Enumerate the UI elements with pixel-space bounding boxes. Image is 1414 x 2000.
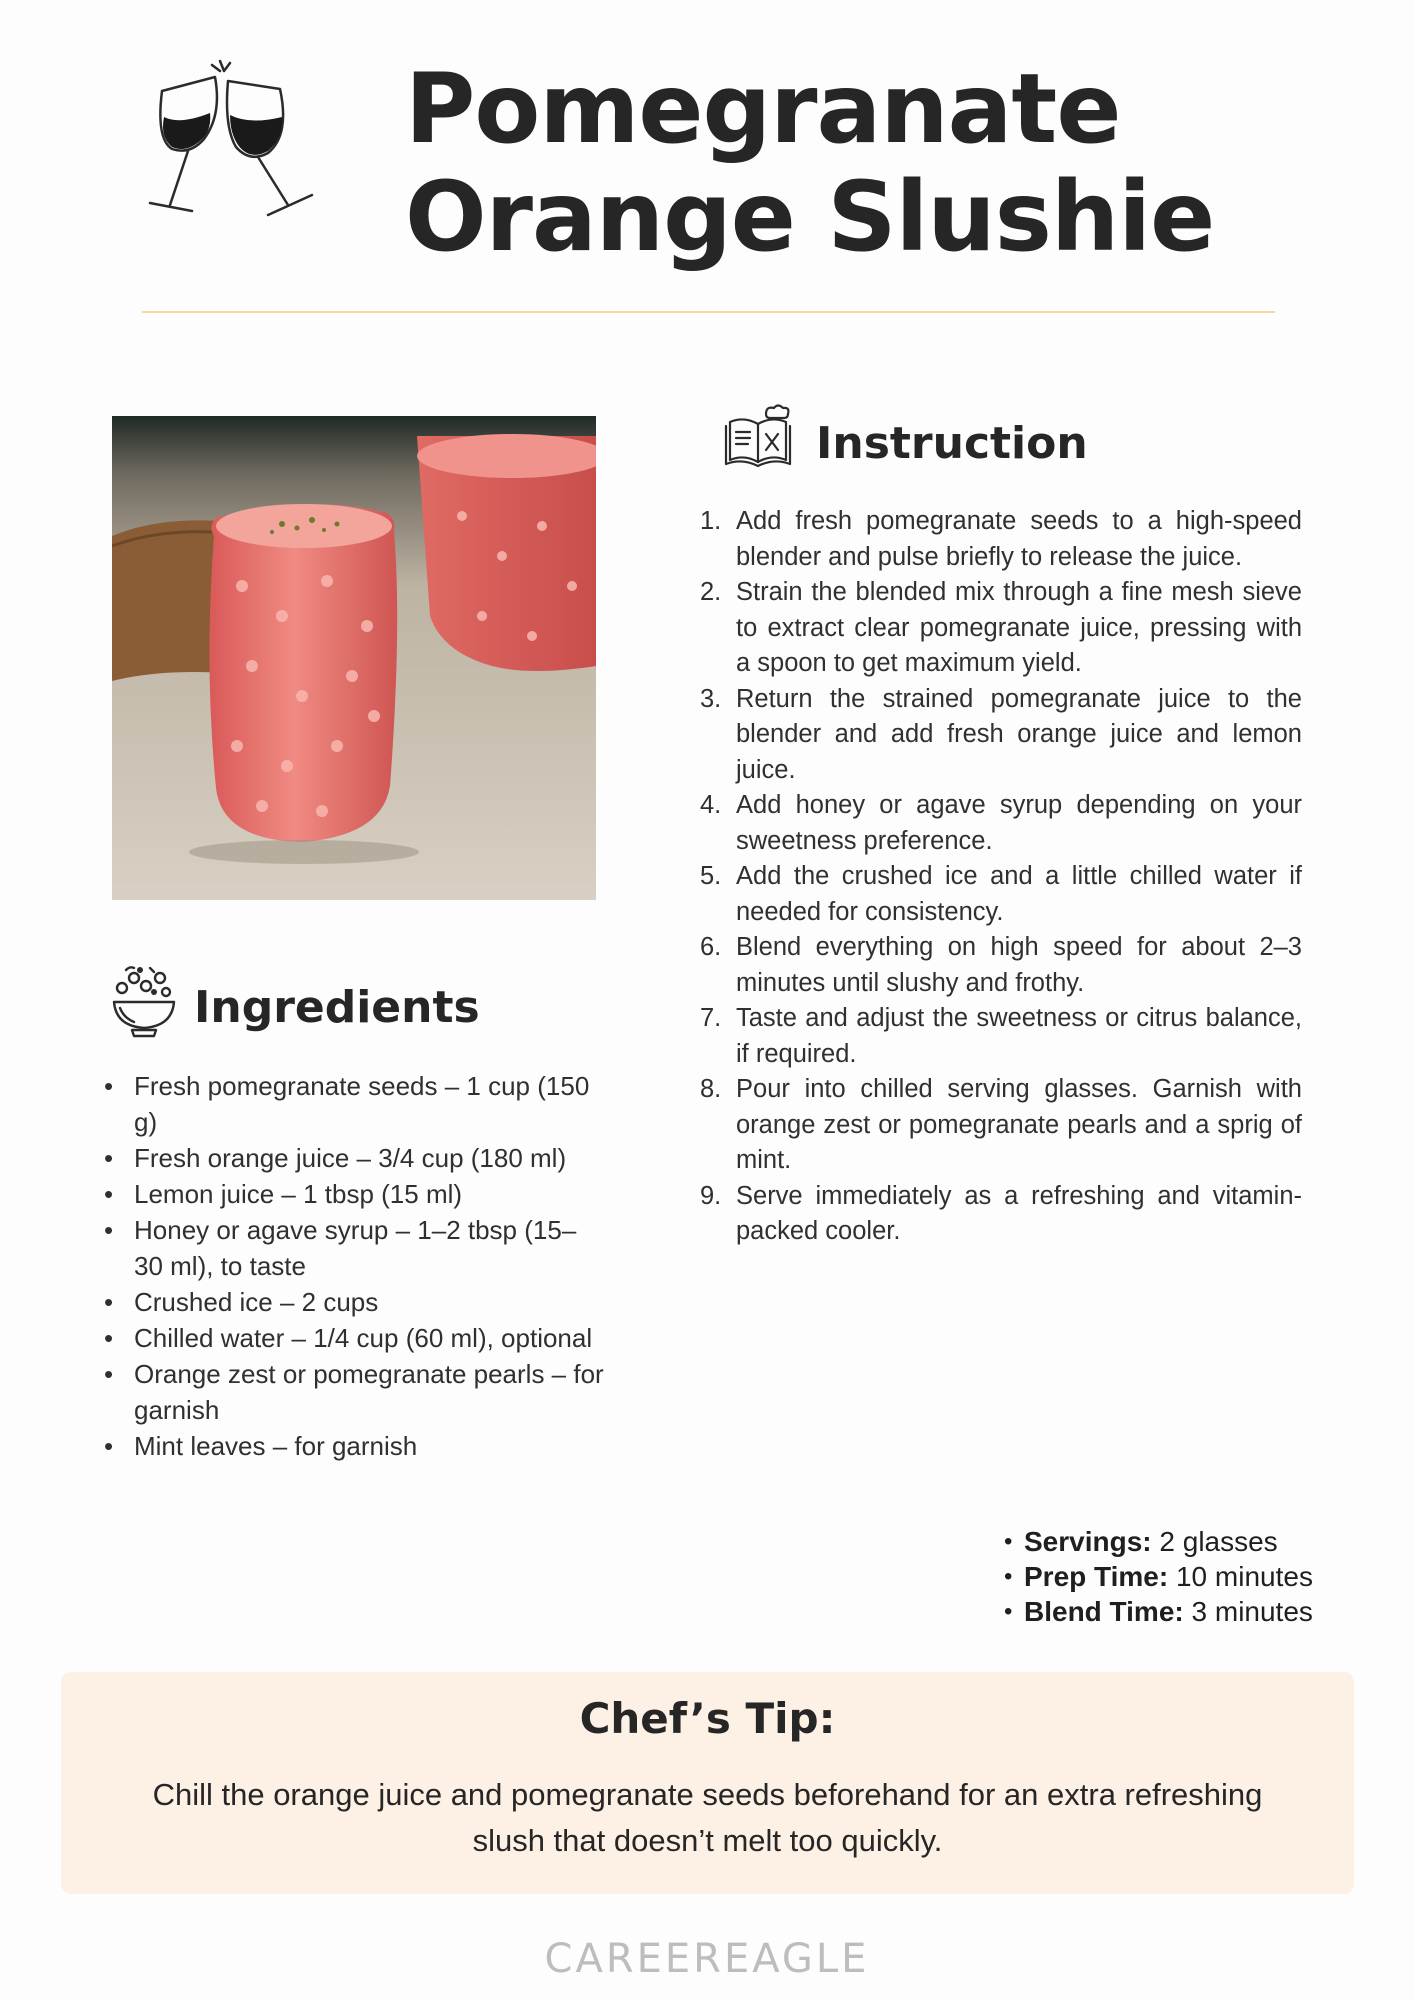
- step-text: Strain the blended mix through a fine mesh sieve to extract clear pomegranate juice, pressing with a spoon to get maximum yield.: [736, 578, 1302, 677]
- list-item: • Fresh pomegranate seeds – 1 cup (150 g): [104, 1068, 604, 1140]
- list-item: • Honey or agave syrup – 1–2 tbsp (15–30 ml), to taste: [104, 1212, 604, 1284]
- step-text: Taste and adjust the sweetness or citrus balance, if required.: [736, 1004, 1302, 1068]
- list-item: [700, 682, 1302, 789]
- step-text: Return the strained pomegranate juice to the blender and add fresh orange juice and lemon juice.: [736, 684, 1302, 784]
- list-item: • Orange zest or pomegranate pearls – for garnish: [104, 1356, 604, 1428]
- step-number: 9.: [700, 1181, 722, 1210]
- list-item: • Lemon juice – 1 tbsp (15 ml): [104, 1176, 604, 1212]
- list-item: [700, 859, 1302, 930]
- servings-value: 2 glasses: [1159, 1526, 1278, 1557]
- prep-time-item: [1004, 1559, 1404, 1594]
- step-number: 6.: [700, 933, 722, 961]
- ingredients-heading: Ingredients: [194, 982, 480, 1033]
- list-item: [700, 504, 1302, 575]
- blend-time-item: [1004, 1594, 1404, 1629]
- step-text: Blend everything on high speed for about 2–3 minutes until slushy and frothy.: [736, 933, 1302, 997]
- list-item: • Crushed ice – 2 cups: [104, 1284, 604, 1320]
- title-divider: [142, 311, 1275, 313]
- slushie-photo: [112, 416, 596, 900]
- chefs-tip-title: Chef’s Tip:: [579, 1694, 836, 1743]
- prep-time-value: 10 minutes: [1175, 1561, 1313, 1592]
- step-number: 3.: [700, 684, 722, 713]
- step-number: 7.: [700, 1004, 722, 1032]
- blend-time-value: 3 minutes: [1191, 1596, 1313, 1627]
- list-item: • Mint leaves – for garnish: [104, 1428, 604, 1464]
- title-line-1: Pomegranate: [405, 53, 1121, 165]
- list-item: • Fresh orange juice – 3/4 cup (180 ml): [104, 1140, 604, 1176]
- title-line-2: Orange Slushie: [405, 161, 1215, 273]
- wine-glasses-toast-icon: [120, 55, 335, 230]
- step-text: Pour into chilled serving glasses. Garnish with orange zest or pomegranate pearls and a sprig of mint.: [736, 1075, 1302, 1174]
- step-number: 4.: [700, 791, 722, 819]
- step-number: 2.: [700, 578, 722, 606]
- chefs-tip-text: Chill the orange juice and pomegranate seeds beforehand for an extra refreshing slush that doesn’t melt too quickly.: [152, 1777, 1263, 1858]
- recipe-title: [405, 55, 1305, 271]
- step-number: 1.: [700, 507, 722, 535]
- bowl-icon: [110, 964, 178, 1038]
- brand-logo: CAREEREAGLE: [544, 1936, 870, 1982]
- blend-time-label: Blend Time:: [1024, 1596, 1184, 1627]
- instruction-list: [700, 504, 1302, 1250]
- list-item: [700, 575, 1302, 682]
- step-number: 5.: [700, 862, 722, 890]
- list-item: [700, 1072, 1302, 1179]
- list-item: [700, 788, 1302, 859]
- list-item: [700, 1001, 1302, 1072]
- ingredients-list: [104, 1068, 604, 1464]
- servings-label: Servings:: [1024, 1526, 1152, 1557]
- prep-time-label: Prep Time:: [1024, 1561, 1169, 1592]
- step-text: Add the crushed ice and a little chilled water if needed for consistency.: [736, 862, 1302, 926]
- list-item: [700, 1179, 1302, 1250]
- step-text: Add fresh pomegranate seeds to a high-speed blender and pulse briefly to release the juice.: [736, 507, 1302, 571]
- step-number: 8.: [700, 1075, 722, 1103]
- instruction-heading: Instruction: [816, 418, 1088, 469]
- recipe-book-chef-icon: [722, 404, 794, 474]
- chefs-tip-box: [61, 1672, 1354, 1894]
- list-item: • Chilled water – 1/4 cup (60 ml), optional: [104, 1320, 604, 1356]
- servings-item: [1004, 1524, 1404, 1559]
- step-text: Serve immediately as a refreshing and vitamin-packed cooler.: [736, 1181, 1302, 1245]
- recipe-meta-list: [1004, 1524, 1404, 1629]
- list-item: [700, 930, 1302, 1001]
- step-text: Add honey or agave syrup depending on your sweetness preference.: [736, 791, 1302, 855]
